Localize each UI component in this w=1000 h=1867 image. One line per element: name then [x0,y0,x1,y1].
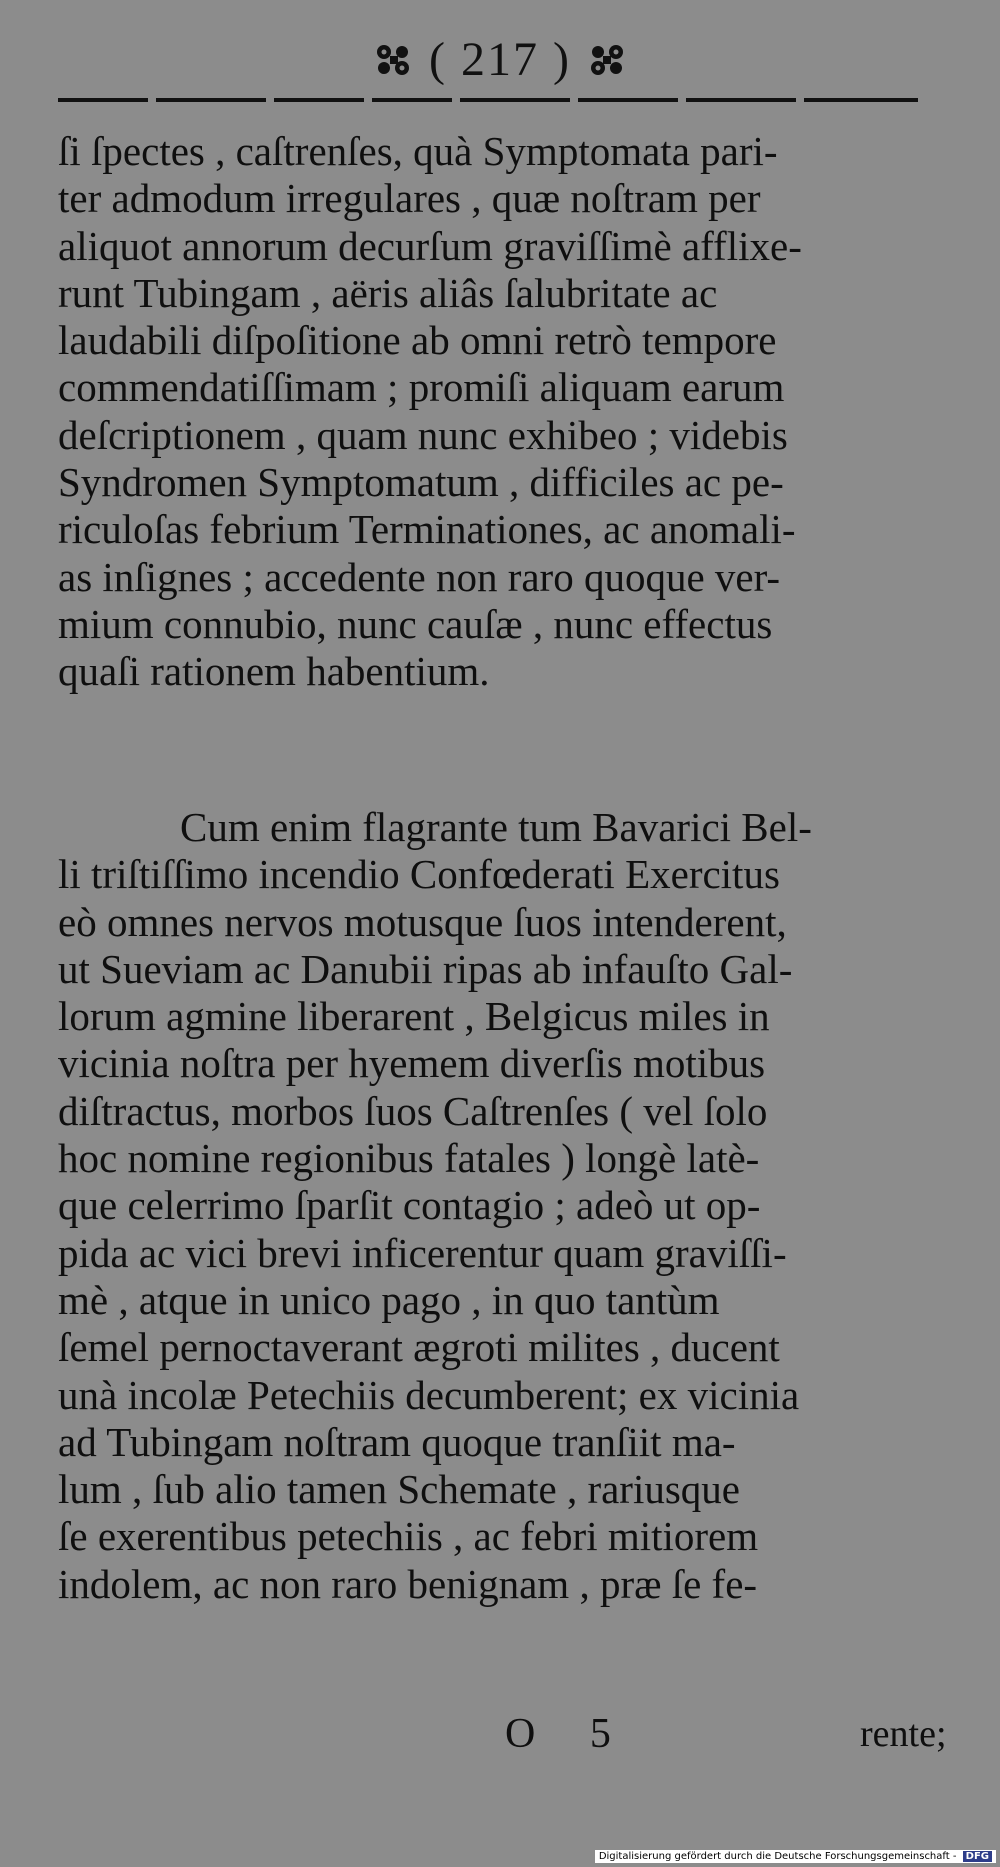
text-line: ſi ſpectes , caſtrenſes, quà Symptomata pari- [58,128,778,174]
text-line: ut Sueviam ac Danubii ripas ab infauſto Gal- [58,945,793,992]
text-line: Cum enim flagrante tum Bavarici Bel- [180,804,812,850]
dfg-logo-icon: DFG [963,1851,992,1862]
text-line: eò omnes nervos motusque ſuos intenderent, [58,898,787,945]
text-line: pida ac vici brevi inficerentur quam graviſſi- [58,1229,787,1276]
text-line: deſcriptionem , quam nunc exhibeo ; videbis [58,411,788,458]
paragraph-2 [58,804,918,1608]
text-line: quaſi rationem habentium. [58,648,490,695]
text-line: ſe exerentibus petechiis , ac febri mitiorem [58,1513,759,1560]
text-line: vicinia noſtra per hyemem diverſis motibus [58,1040,766,1087]
text-line: li triſtiſſimo incendio Confœderati Exercitus [58,851,780,898]
text-line: aliquot annorum decurſum graviſſimè afflixe- [58,222,802,269]
page-number: ( 217 ) [429,33,571,86]
right-fleuron-icon [584,40,628,80]
credit-text: Digitalisierung gefördert durch die Deutsche Forschungsgemeinschaft - [598,1851,957,1862]
digitization-credit [595,1850,996,1863]
left-fleuron-icon [372,40,416,80]
text-line: ſemel pernoctaverant ægroti milites , ducent [58,1324,780,1371]
text-line: lorum agmine liberarent , Belgicus miles in [58,993,770,1040]
text-line: mium connubio, nunc cauſæ , nunc effectus [58,600,773,647]
running-header [0,30,1000,100]
text-line: riculoſas febrium Terminationes, ac anomali- [58,506,796,553]
text-line: mè , atque in unico pago , in quo tantùm [58,1276,720,1323]
text-line: diſtractus, morbos ſuos Caſtrenſes ( vel ſolo [58,1087,768,1134]
text-line: unà incolæ Petechiis decumberent; ex vicinia [58,1371,800,1418]
text-line: ter admodum irregulares , quæ noſtram per [58,175,761,222]
catchword: rente; [860,1713,947,1755]
text-line: que celerrimo ſparſit contagio ; adeò ut op- [58,1182,761,1229]
text-line: hoc nomine regionibus fatales ) longè latè- [58,1135,760,1182]
text-line: ad Tubingam noſtram quoque tranſiit ma- [58,1418,736,1465]
text-line: Syndromen Symptomatum , difficiles ac pe- [58,459,784,506]
text-line: indolem, ac non raro benignam , præ ſe fe- [58,1560,758,1607]
text-line: as inſignes ; accedente non raro quoque ver- [58,553,781,600]
header-rule [58,96,918,104]
text-line: lum , ſub alio tamen Schemate , rariusque [58,1466,741,1513]
signature-mark: O 5 [505,1711,633,1757]
text-line: commendatiſſimam ; promiſi aliquam earum [58,364,785,411]
text-line: runt Tubingam , aëris aliâs ſalubritate ac [58,269,718,316]
text-line: laudabili diſpoſitione ab omni retrò tempore [58,317,777,364]
paragraph-1 [58,128,918,696]
